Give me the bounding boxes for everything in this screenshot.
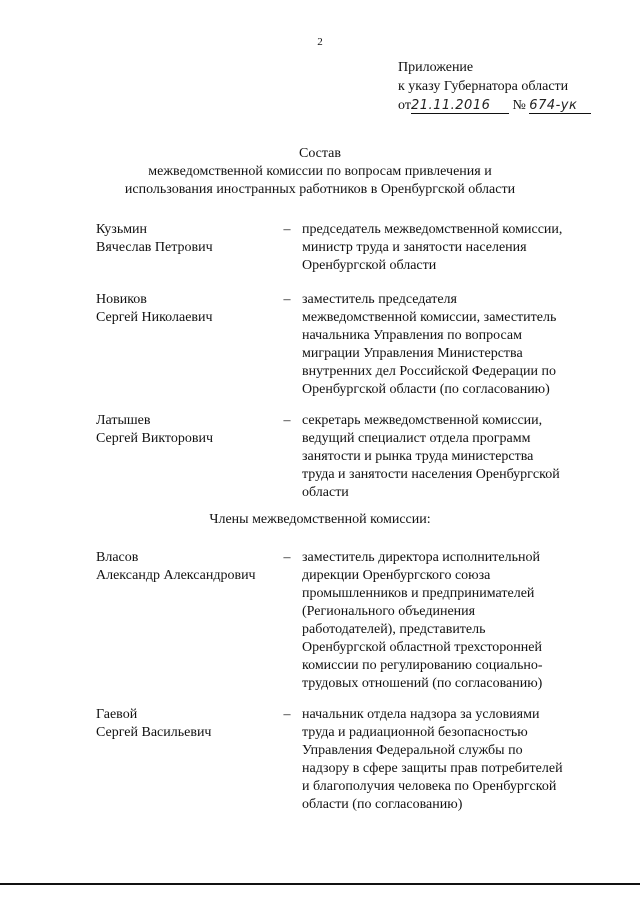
appendix-decree-ref: к указу Губернатора области (398, 79, 569, 94)
role-line: председатель межведомственной комиссии, (302, 222, 563, 237)
dash-separator: – (283, 550, 291, 565)
person-role (302, 412, 594, 502)
role-line: заместитель директора исполнительной (302, 550, 540, 565)
given-names: Сергей Викторович (96, 431, 214, 446)
role-line: Оренбургской области (302, 258, 437, 273)
handwritten-number: 674-ук (529, 98, 578, 113)
role-line: труда и занятости населения Оренбургской (302, 467, 560, 482)
role-line: труда и радиационной безопасностью (302, 725, 528, 740)
dash-separator: – (283, 292, 291, 307)
role-line: миграции Управления Министерства (302, 346, 523, 361)
role-line: Управления Федеральной службы по (302, 743, 523, 758)
role-line: начальник отдела надзора за условиями (302, 707, 540, 722)
page-number: 2 (317, 36, 323, 48)
surname: Новиков (96, 292, 147, 307)
given-names: Сергей Николаевич (96, 310, 213, 325)
role-line: занятости и рынка труда министерства (302, 449, 534, 464)
given-names: Вячеслав Петрович (96, 240, 213, 255)
role-line: межведомственной комиссии, заместитель (302, 310, 557, 325)
title-line-3: использования иностранных работников в Оренбургской области (124, 182, 516, 197)
role-line: трудовых отношений (по согласованию) (302, 676, 543, 691)
given-names: Сергей Васильевич (96, 725, 212, 740)
members-heading: Члены межведомственной комиссии: (209, 512, 431, 527)
person-name (96, 221, 276, 257)
role-line: работодателей), представитель (302, 622, 486, 637)
appendix-block (398, 58, 591, 115)
role-line: (Регионального объединения (302, 604, 476, 619)
person-name (96, 291, 276, 327)
person-role (302, 549, 594, 693)
role-line: области (302, 485, 349, 500)
handwritten-date: 21.11.2016 (410, 98, 491, 113)
role-line: комиссии по регулированию социально- (302, 658, 543, 673)
appendix-title: Приложение (398, 60, 474, 75)
role-line: и благополучия человека по Оренбургской (302, 779, 557, 794)
role-line: ведущий специалист отдела программ (302, 431, 531, 446)
given-names: Александр Александрович (96, 568, 256, 583)
surname: Власов (96, 550, 139, 565)
surname: Гаевой (96, 707, 138, 722)
number-label: № (512, 98, 526, 113)
role-line: дирекции Оренбургского союза (302, 568, 491, 583)
dash-separator: – (283, 222, 291, 237)
surname: Кузьмин (96, 222, 148, 237)
role-line: министр труда и занятости населения (302, 240, 527, 255)
person-role (302, 291, 594, 399)
person-role (302, 221, 594, 275)
role-line: секретарь межведомственной комиссии, (302, 413, 543, 428)
person-name (96, 706, 276, 742)
role-line: надзору в сфере защиты прав потребителей (302, 761, 563, 776)
dash-separator: – (283, 707, 291, 722)
bottom-rule (0, 883, 640, 885)
role-line: промышленников и предпринимателей (302, 586, 535, 601)
role-line: области (по согласованию) (302, 797, 463, 812)
role-line: заместитель председателя (302, 292, 457, 307)
dash-separator: – (283, 413, 291, 428)
role-line: Оренбургской области (по согласованию) (302, 382, 550, 397)
document-title (0, 145, 640, 199)
title-line-1: Состав (298, 146, 341, 161)
person-name (96, 549, 276, 585)
title-line-2: межведомственной комиссии по вопросам привлечения и (148, 164, 492, 179)
from-label: от (398, 98, 411, 113)
person-role (302, 706, 594, 814)
person-name (96, 412, 276, 448)
role-line: внутренних дел Российской Федерации по (302, 364, 557, 379)
surname: Латышев (96, 413, 151, 428)
role-line: Оренбургской областной трехсторонней (302, 640, 542, 655)
role-line: начальника Управления по вопросам (302, 328, 522, 343)
appendix-date-number (398, 96, 591, 115)
